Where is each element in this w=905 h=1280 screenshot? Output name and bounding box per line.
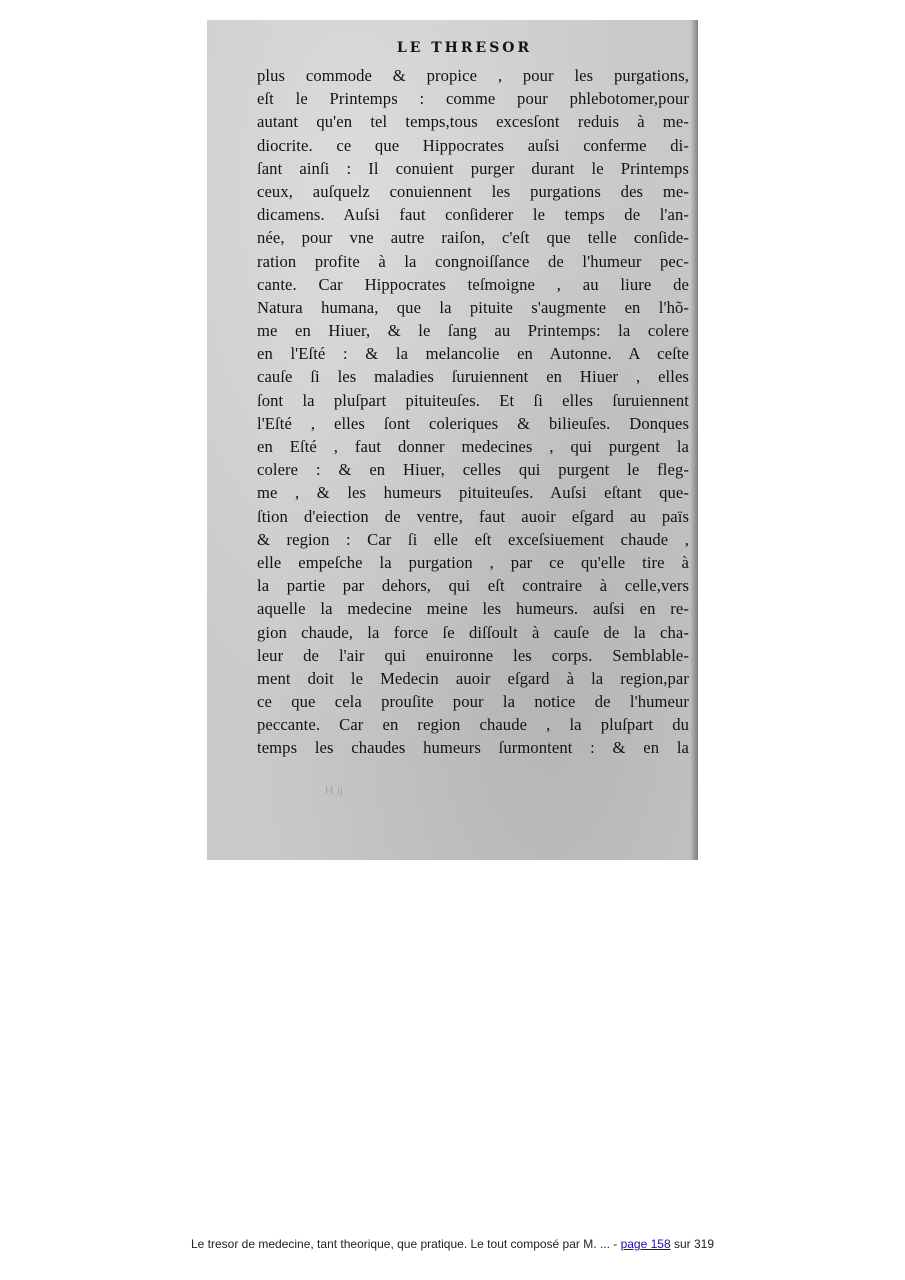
text-line: peccante. Car en region chaude , la pluſpart du [257,715,689,735]
scanned-page [207,20,698,860]
text-line: & region : Car ſi elle eſt exceſsiuement chaude , [257,529,689,549]
text-line: gion chaude, la force ſe diſſoult à cauſe de la cha- [257,622,689,642]
text-line: dicamens. Auſsi faut conſiderer le temps de l'an- [257,205,689,225]
document-footer [0,1237,905,1251]
text-line: ſant ainſi : Il conuient purger durant le Printemps [257,158,689,178]
running-head: LE THRESOR [396,40,533,56]
text-line: temps les chaudes humeurs ſurmontent : & en la [257,738,689,758]
page-body-text [257,64,689,760]
text-line: née, pour vne autre raiſon, c'eſt que telle conſide- [257,228,689,248]
text-line: ſont la pluſpart pituiteuſes. Et ſi elles ſuruiennent [257,390,689,410]
text-line: aquelle la medecine meine les humeurs. auſsi en re- [257,599,689,619]
text-line: elle empeſche la purgation , par ce qu'elle tire à [257,552,689,572]
text-line: me , & les humeurs pituiteuſes. Auſsi eſtant que- [257,483,689,503]
text-line: en l'Eſté : & la melancolie en Autonne. A ceſte [257,344,689,364]
text-line: ceux, auſquelz conuiennent les purgations des me- [257,181,689,201]
signature-mark: H ij [325,784,343,797]
text-line: eſt le Printemps : comme pour phlebotomer,pour [257,89,689,109]
text-line: l'Eſté , elles ſont coleriques & bilieuſes. Donques [257,413,689,433]
text-line: autant qu'en tel temps,tous excesſont reduis à me- [257,112,689,132]
text-line: la partie par dehors, qui eſt contraire à celle,vers [257,576,689,596]
text-line: plus commode & propice , pour les purgations, [257,66,689,85]
text-line: ment doit le Medecin auoir eſgard à la region,par [257,668,689,688]
text-line: me en Hiuer, & le ſang au Printemps: la colere [257,321,689,341]
page-link[interactable]: page 158 [620,1237,671,1251]
text-line: cante. Car Hippocrates teſmoigne , au liure de [257,274,689,294]
footer-title: Le tresor de medecine, tant theorique, que pratique. Le tout composé par M. ... - [190,1237,621,1251]
footer-page-count: sur 319 [670,1237,714,1251]
text-line: leur de l'air qui enuironne les corps. Semblable- [257,645,689,665]
text-line: Natura humana, que la pituite s'augmente en l'hõ- [257,297,689,317]
text-line: colere : & en Hiuer, celles qui purgent le fleg- [257,460,689,480]
text-line: ce que cela prouſite pour la notice de l'humeur [257,692,689,712]
text-line: cauſe ſi les maladies ſuruiennent en Hiuer , elles [257,367,689,387]
text-line: ſtion d'eiection de ventre, faut auoir eſgard au païs [257,506,689,526]
text-line: ration profite à la congnoiſſance de l'humeur pec- [257,251,689,271]
text-line: en Eſté , faut donner medecines , qui purgent la [257,437,689,456]
text-line: diocrite. ce que Hippocrates auſsi conferme di- [257,135,689,155]
